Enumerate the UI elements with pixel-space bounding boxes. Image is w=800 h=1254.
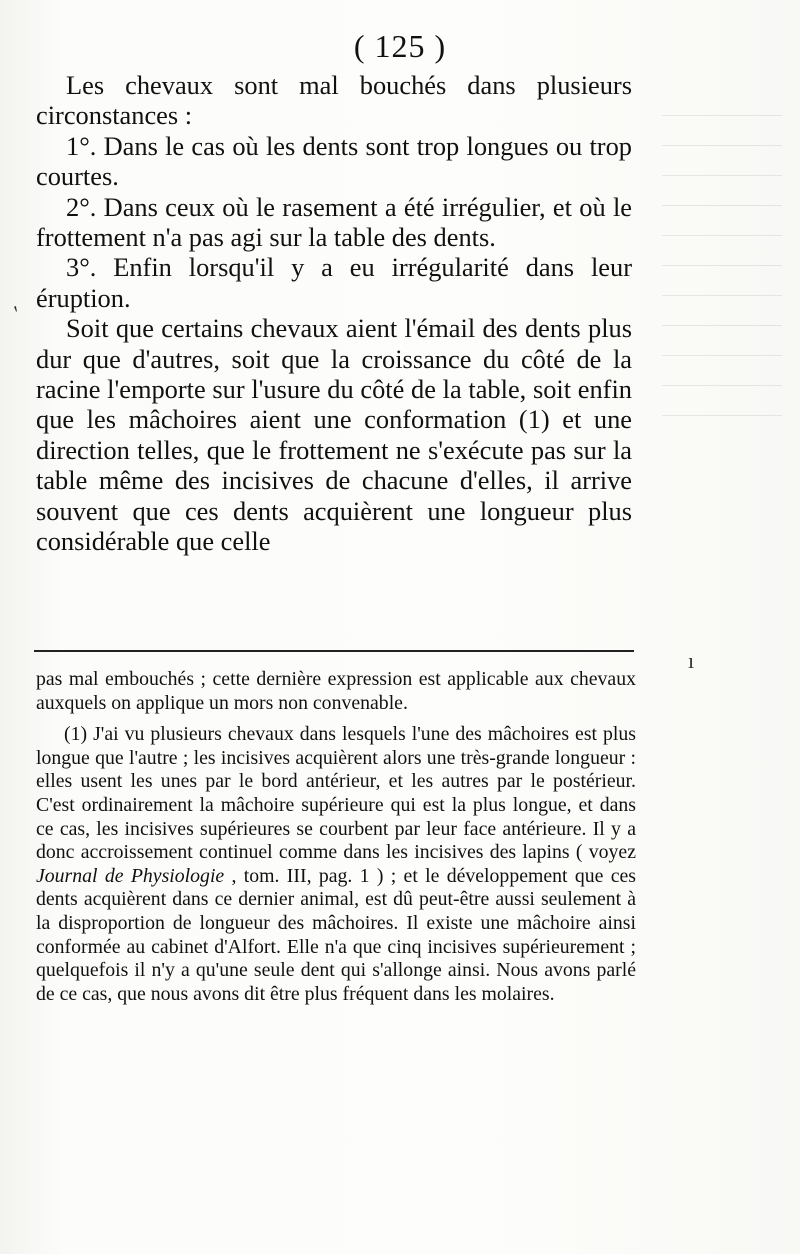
footnote-1-text-a: (1) J'ai vu plusieurs chevaux dans lesquels l'une des mâchoires est plus longue que l'autre ; les incisives acquièrent alors une très-grande longueur : elles usent les unes par le bord antérieur, et les autres par le postérieur. C'est ordinairement la mâchoire supérieure qui est la plus longue, et dans ce cas, les incisives supérieures se courbent par leur face antérieure. Il y a donc accroissement continuel comme dans les incisives des lapins ( voyez [36, 723, 636, 864]
paragraph-case-3: 3°. Enfin lorsqu'il y a eu irrégularité dans leur éruption. [36, 252, 632, 313]
journal-title: Journal de Physiologie [36, 864, 225, 887]
paragraph-intro: Les chevaux sont mal bouchés dans plusieurs circonstances : [36, 70, 632, 131]
paragraph-main: Soit que certains chevaux aient l'émail des dents plus dur que d'autres, soit que la croissance du côté de la racine l'emporte sur l'usure du côté de la table, soit enfin que les mâchoires aient une conformation (1) et une direction telles, que le frottement ne s'exécute pas sur la table même des incisives de chacune d'elles, il arrive souvent que ces dents acquièrent une longueur plus considérable que celle [36, 313, 632, 557]
paragraph-case-2: 2°. Dans ceux où le rasement a été irrégulier, et où le frottement n'a pas agi sur la table des dents. [36, 191, 632, 253]
paragraph-case-1: 1°. Dans le cas où les dents sont trop longues ou trop courtes. [36, 130, 632, 192]
footnotes [36, 668, 636, 1006]
bleed-through-texture [662, 96, 782, 416]
margin-mark-left: ′ [9, 300, 27, 325]
footnote-continuation: pas mal embouchés ; cette dernière expression est applicable aux chevaux auxquels on applique un mors non convenable. [36, 668, 636, 714]
footnote-1 [36, 723, 636, 1006]
footnote-divider [34, 650, 634, 652]
margin-mark-right: ı [688, 648, 695, 673]
page-number: ( 125 ) [353, 28, 447, 64]
main-text [36, 70, 632, 557]
footnote-1-text-b: , tom. III, pag. 1 ) ; et le développement que ces dents acquièrent dans ce dernier animal, est dû peut-être aussi seulement à la disproportion de longueur des mâchoires. Il existe une mâchoire ainsi conformée au cabinet d'Alfort. Elle n'a que cinq incisives supérieurement ; quelquefois il n'y a qu'une seule dent qui s'allonge ainsi. Nous avons parlé de ce cas, que nous avons dit être plus fréquent dans les molaires. [36, 864, 636, 1005]
